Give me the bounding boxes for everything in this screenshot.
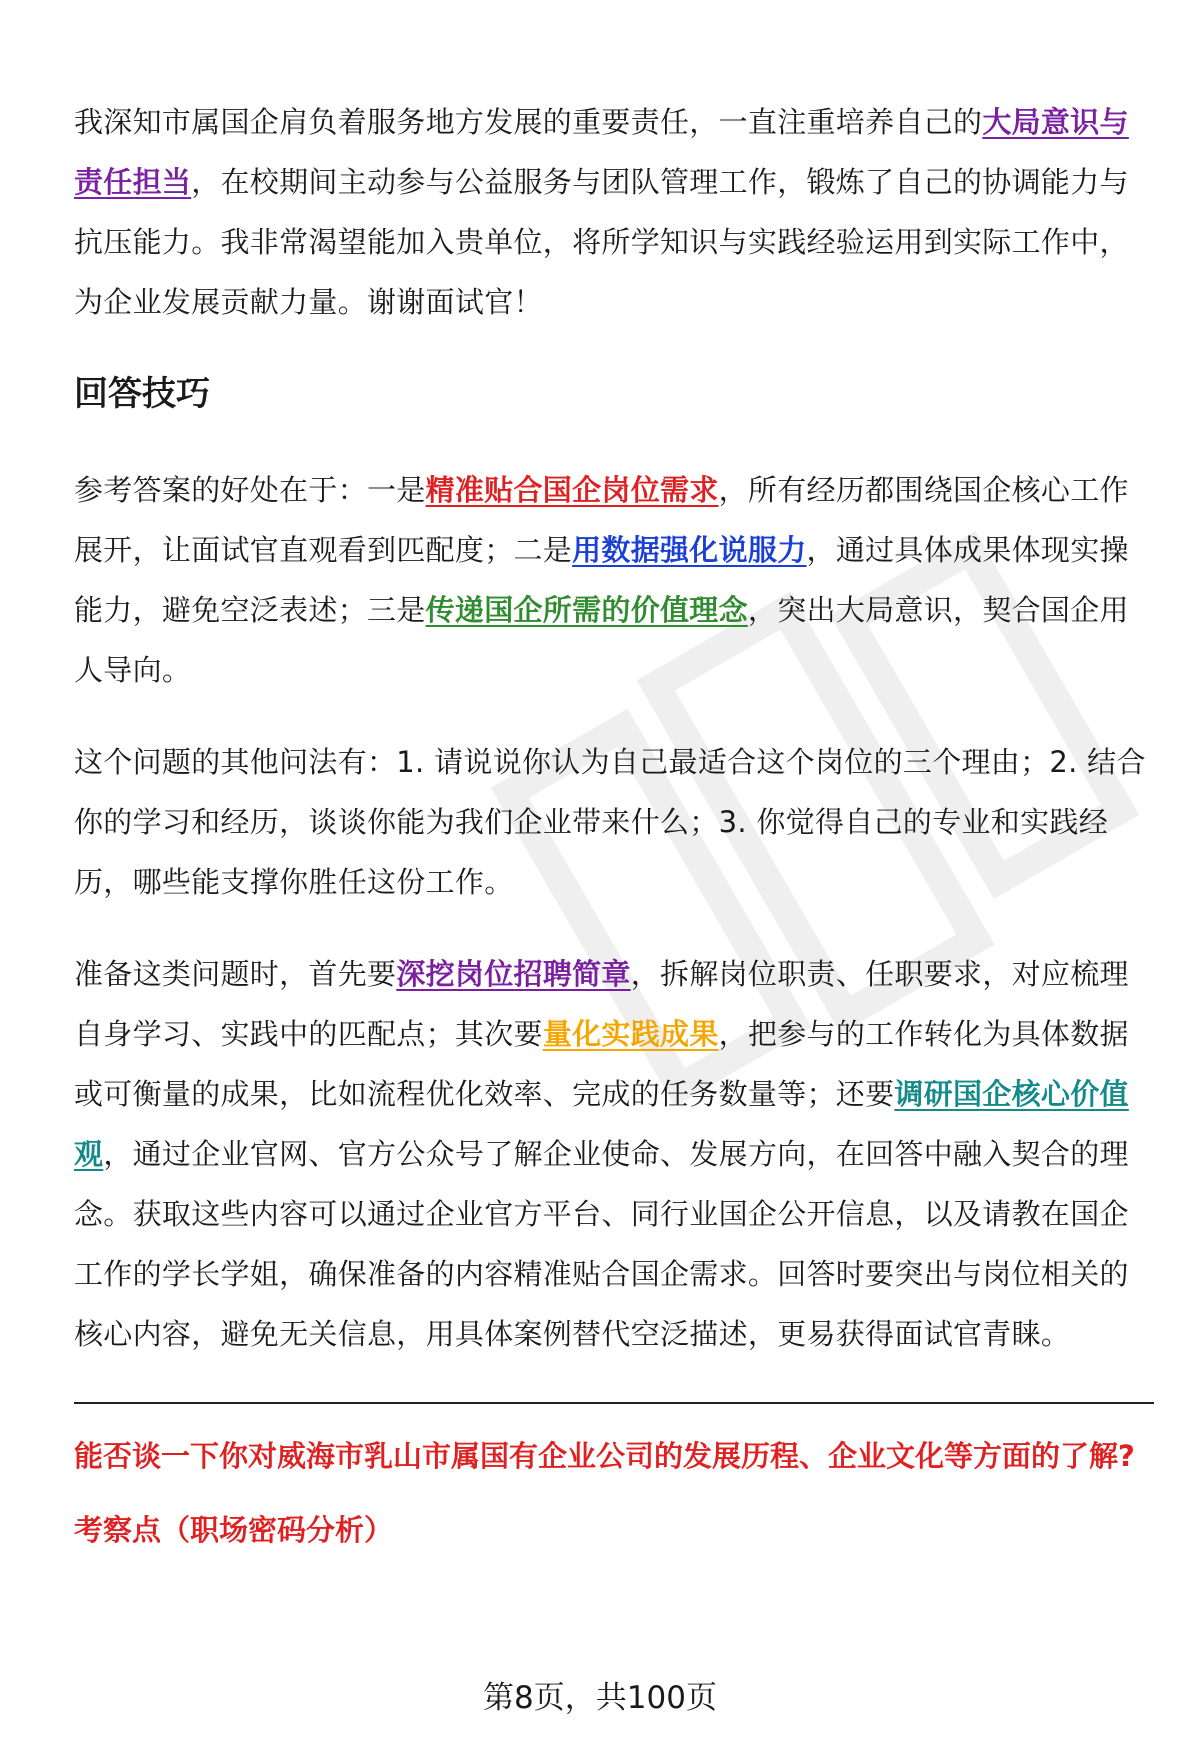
text: ，所有经历都围绕国企核心工作展开，让面试官直观看到匹配度；二是 [74,473,1129,567]
text: ，拆解岗位职责、任职要求，对应梳理自身学习、实践中的匹配点；其次要 [74,957,1129,1051]
text: ，通过具体成果体现实操能力，避免空泛表述；三是 [74,533,1129,627]
highlight-quantify-results: 量化实践成果 [542,1017,719,1051]
paragraph-alternative-questions [74,732,1154,912]
highlight-big-picture: 大局意识与责任担当 [74,105,1129,199]
text: 参考答案的好处在于：一是 [74,473,426,507]
paragraph-answer-ending [74,92,1154,332]
text: 这个问题的其他问法有：1. 请说说你认为自己最适合这个岗位的三个理由；2. 结合你的学习和经历，谈谈你能为我们企业带来什么；3. 你觉得自己的专业和实践经历，哪些能支撑你胜任这份工作。 [74,745,1146,899]
page-number: 第8页，共100页 [483,1680,717,1716]
text: ，在校期间主动参与公益服务与团队管理工作，锻炼了自己的协调能力与抗压能力。我非常渴望能加入贵单位，将所学知识与实践经验运用到实际工作中，为企业发展贡献力量。谢谢面试官！ [74,165,1129,319]
exam-point-heading: 考察点（职场密码分析） [74,1513,394,1547]
paragraph-tips-benefits [74,460,1154,700]
highlight-values: 传递国企所需的价值理念 [425,593,748,627]
highlight-recruitment-brochure: 深挖岗位招聘简章 [396,957,631,991]
highlight-core-values: 调研国企核心价值观 [74,1077,1129,1171]
highlight-fit-requirements: 精准贴合国企岗位需求 [425,473,719,507]
text: ，通过企业官网、官方公众号了解企业使命、发展方向，在回答中融入契合的理念。获取这些内容可以通过企业官方平台、同行业国企公开信息，以及请教在国企工作的学长学姐，确保准备的内容精准贴合国企需求。回答时要突出与岗位相关的核心内容，避免无关信息，用具体案例替代空泛描述，更易获得面试官青睐。 [74,1137,1129,1351]
text: ，把参与的工作转化为具体数据或可衡量的成果，比如流程优化效率、完成的任务数量等；还要 [74,1017,1129,1111]
question-title: 能否谈一下你对威海市乳山市属国有企业公司的发展历程、企业文化等方面的了解? [74,1439,1135,1473]
section-divider [74,1402,1154,1404]
document-body [74,92,1154,1552]
text: 准备这类问题时，首先要 [74,957,397,991]
highlight-data-persuasion: 用数据强化说服力 [572,533,807,567]
paragraph-preparation [74,944,1154,1364]
text: ，突出大局意识，契合国企用人导向。 [74,593,1129,687]
section-heading: 回答技巧 [74,374,210,414]
text: 我深知市属国企肩负着服务地方发展的重要责任，一直注重培养自己的 [74,105,983,139]
